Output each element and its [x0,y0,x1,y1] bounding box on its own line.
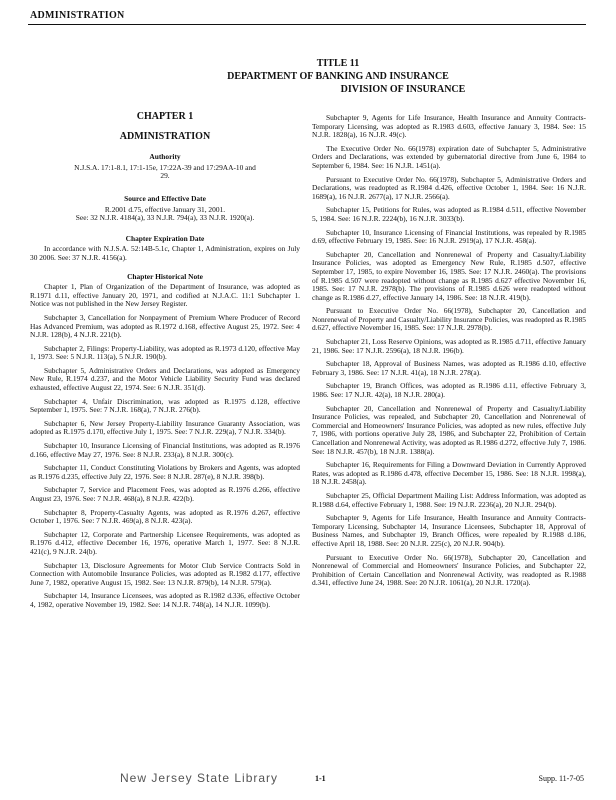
running-head: ADMINISTRATION [30,10,125,21]
right-note: Subchapter 9, Agents for Life Insurance, Health Insurance and Annuity Contracts-Temporary Licensing, Subchapter 14, Insurance Licensees, Subchapter 18, Approval of Business Names, and Subchapter 19, Branch Offices, were repealed by R.1988 d.186, effective April 18, 1988. See: 20 N.J.R. 225(c), 20 N.J.R. 904(b). [312,513,586,548]
right-note: Subchapter 9, Agents for Life Insurance, Health Insurance and Annuity Contracts-Temporary Licensing, was adopted as R.1983 d.603, effective January 3, 1984. See: 15 N.J.R. 1828(a), 16 N.J.R. 49(c). [312,113,586,140]
department-heading: DEPARTMENT OF BANKING AND INSURANCE [227,71,449,82]
library-watermark: New Jersey State Library [120,771,279,785]
authority-heading: Authority [149,152,181,162]
left-note: Subchapter 8, Property-Casualty Agents, was adopted as R.1976 d.267, effective October 1, 1976. See: 7 N.J.R. 469(a), 8 N.J.R. 423(a). [30,507,300,526]
left-note: Subchapter 4, Unfair Discrimination, was adopted as R.1975 d.128, effective September 1, 1975. See: 7 N.J.R. 168(a), 7 N.J.R. 276(b). [30,396,300,415]
source-heading: Source and Effective Date [124,193,206,203]
left-note: Subchapter 3, Cancellation for Nonpayment of Premium Where Producer of Record Has Advanced Premium, was adopted as R.1972 d.168, effective August 25, 1972. See: 4 N.J.R. 128(b), 4 N.J.R. 221(b). [30,312,300,340]
expiration-text: In accordance with N.J.S.A. 52:14B-5.1c, Chapter 1, Administration, expires on July 30 2006. See: 37 N.J.R. 4156(a). [30,244,300,262]
header-rule [28,24,586,25]
right-note: Subchapter 20, Cancellation and Nonrenewal of Property and Casualty/Liability Insurance Policies, was repealed, and Subchapter 20, Cancellation and Nonrenewal of Commercial and Homeowners' Insurance Policies, was adopted as new rules, effective July 7, 1986, with portions operative July 28, 1986, and Subchapter 22, Prohibition of Certain Cancellation and Nonrenewal Activity, was adopted as R.1986 d.272, effective July 7, 1986. See: 18 N.J.R. 457(b), 18 N.J.R. 1388(a). [312,403,586,456]
right-note: Pursuant to Executive Order No. 66(1978), Subchapter 20, Cancellation and Nonrenewal of Property and Casualty/Liability Insurance Policies, was readopted as R.1985 d.627, effective November 16, 1985. See: 17 N.J.R. 2978(b). [312,306,586,333]
right-note: Subchapter 10, Insurance Licensing of Financial Institutions, was repealed by R.1985 d.69, effective February 19, 1985. See: 16 N.J.R. 2919(a), 17 N.J.R. 458(a). [312,227,586,246]
chapter-number: CHAPTER 1 [136,111,194,122]
left-note: Subchapter 12, Corporate and Partnership Licensee Requirements, was adopted as R.1976 d.412, effective December 16, 1976, operative March 1, 1977. See: 8 N.J.R. 421(c), 9 N.J.R. 24(b). [30,529,300,556]
left-note: Chapter 1, Plan of Organization of the Department of Insurance, was adopted as R.1971 d.11, effective January 20, 1971, and codified at N.J.A.C. 11:1 Subchapter 1. Notice was not published in the New Jersey Register. [30,282,300,309]
left-note: Subchapter 7, Service and Placement Fees, was adopted as R.1976 d.266, effective August 23, 1976. See: 7 N.J.R. 468(a), 8 N.J.R. 422(b). [30,485,300,503]
left-note: Subchapter 13, Disclosure Agreements for Motor Club Service Contracts Sold in Connection with Automobile Insurance Policies, was adopted as R.1982 d.177, effective June 7, 1982, operative August 15, 1982. See: 13 N.J.R. 879(b), 14 N.J.R. 579(a). [30,560,300,587]
page-number: 1-1 [315,774,326,783]
right-note: Subchapter 19, Branch Offices, was adopted as R.1986 d.11, effective February 3, 1986. See: 17 N.J.R. 42(a), 18 N.J.R. 280(a). [312,381,586,400]
source-line-1: R.2001 d.75, effective January 31, 2001. [104,204,226,214]
supplement-date: Supp. 11-7-05 [538,774,584,783]
right-note: Subchapter 18, Approval of Business Names, was adopted as R.1986 d.10, effective February 3, 1986. See: 17 N.J.R. 41(a), 18 N.J.R. 278(a). [312,359,586,377]
title-block [0,57,616,96]
source-line-2: See: 32 N.J.R. 4184(a), 33 N.J.R. 794(a), 33 N.J.R. 1920(a). [75,213,255,223]
chapter-title: ADMINISTRATION [119,130,211,142]
right-note: The Executive Order No. 66(1978) expiration date of Subchapter 5, Administrative Orders and Declarations, was extended by gubernatorial directive from June 6, 1984 to September 6, 1984. See: 16 N.J.R. 1451(a). [312,143,586,170]
right-column [312,114,586,593]
authority-text: N.J.S.A. 17:1-8.1, 17:1-15e, 17:22A-39 and 17:29AA-10 and 29. [74,162,256,181]
right-note: Subchapter 25, Official Department Mailing List: Address Information, was adopted as R.1988 d.64, effective February 1, 1988. See: 19 N.J.R. 2236(a), 20 N.J.R. 294(b). [312,490,586,509]
division-heading: DIVISION OF INSURANCE [340,84,466,95]
left-column [30,107,300,615]
left-note: Subchapter 5, Administrative Orders and Declarations, was adopted as Emergency New Rule, R.1974 d.237, and the Motor Vehicle Liability Security Fund was declared exhausted, effective August 22, 1974. See: 6 N.J.R. 351(d). [30,365,300,393]
left-note: Subchapter 10, Insurance Licensing of Financial Institutions, was adopted as R.1976 d.166, effective May 27, 1976. See: 8 N.J.R. 233(a), 8 N.J.R. 300(c). [30,441,300,459]
right-note: Subchapter 16, Requirements for Filing a Downward Deviation in Currently Approved Rates, was adopted as R.1986 d.478, effective December 15, 1986. See: 18 N.J.R. 1998(a), 18 N.J.R. 2458(a). [312,460,586,487]
title-number: TITLE 11 [316,58,360,69]
page-footer [0,772,616,790]
left-note: Subchapter 14, Insurance Licensees, was adopted as R.1982 d.336, effective October 4, 1982, operative November 19, 1982. See: 14 N.J.R. 748(a), 14 N.J.R. 1099(b). [30,591,300,609]
left-note: Subchapter 6, New Jersey Property-Liability Insurance Guaranty Association, was adopted as R.1975 d.170, effective July 1, 1975. See: 7 N.J.R. 229(a), 7 N.J.R. 334(b). [30,418,300,437]
right-note: Subchapter 21, Loss Reserve Opinions, was adopted as R.1985 d.711, effective January 21, 1986. See: 17 N.J.R. 2596(a), 18 N.J.R. 196(b). [312,337,586,355]
right-note: Subchapter 20, Cancellation and Nonrenewal of Property and Casualty/Liability Insurance Policies, was adopted as Emergency New Rule, R.1985 d.507, effective September 17, 1985, to expire November 16, 1985. See: 17 N.J.R. 2460(a). The provisions of R.1985 d.507 were readopted without change as R.1985 d.627 effective November 16, 1985. See: 17 N.J.R. 2978(b). The provisions of R.1985 d.626 were readopted without change as R.1986 d.27, effective January 14, 1986. See: 18 N.J.R. 419(b). [312,249,586,302]
left-note: Subchapter 11, Conduct Constituting Violations by Brokers and Agents, was adopted as R.1976 d.235, effective July 22, 1976. See: 8 N.J.R. 287(e), 8 N.J.R. 398(b). [30,463,300,481]
expiration-heading: Chapter Expiration Date [125,233,205,243]
historical-note-heading: Chapter Historical Note [127,271,203,281]
right-note: Subchapter 15, Petitions for Rules, was adopted as R.1984 d.511, effective November 5, 1984. See: 16 N.J.R. 2224(b), 16 N.J.R. 3033(b). [312,205,586,223]
right-note: Pursuant to Executive Order No. 66(1978), Subchapter 20, Cancellation and Nonrenewal of Commercial and Homeowners' Insurance Policies, and Subchapter 22, Prohibition of Certain Cancellation and Nonrenewal Activity, was readopted as R.1988 d.341, effective June 24, 1988. See: 20 N.J.R. 1061(a), 20 N.J.R. 1720(a). [312,552,586,588]
right-note: Pursuant to Executive Order No. 66(1978), Subchapter 5, Administrative Orders and Declarations, was readopted as R.1984 d.426, effective October 1, 1984. See: 16 N.J.R. 1689(a), 16 N.J.R. 2677(a), 17 N.J.R. 2566(a). [312,174,586,201]
left-note: Subchapter 2, Filings: Property-Liability, was adopted as R.1973 d.120, effective May 1, 1973. See: 5 N.J.R. 113(a), 5 N.J.R. 190(b). [30,343,300,362]
